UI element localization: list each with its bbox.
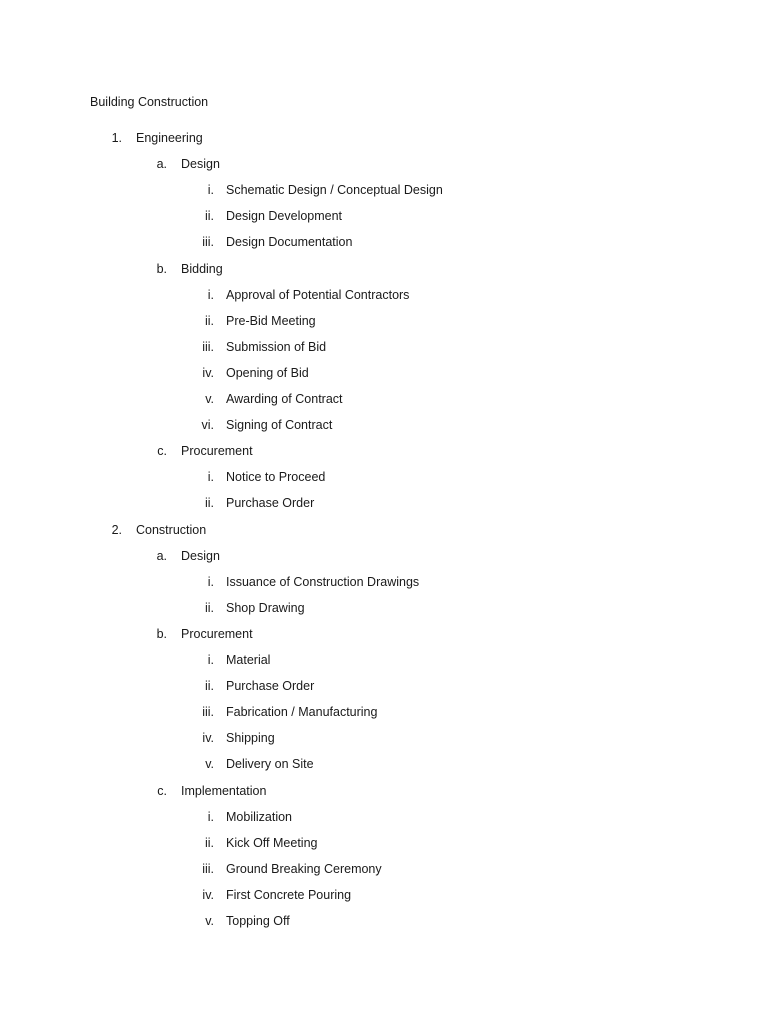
section-marker: 1. (111, 131, 122, 145)
section-label: Construction (136, 522, 207, 537)
item-marker: i. (207, 183, 214, 198)
item-marker: ii. (204, 209, 214, 224)
item-label: Submission of Bid (226, 339, 327, 354)
subsection-marker: c. (157, 444, 167, 459)
item-label: Design Documentation (226, 235, 353, 250)
item-label: Issuance of Construction Drawings (226, 574, 420, 589)
item-label: Pre-Bid Meeting (226, 313, 316, 328)
item-label: First Concrete Pouring (226, 887, 352, 902)
item-marker: iii. (202, 235, 214, 250)
document-title (90, 94, 208, 110)
item-marker: iii. (202, 705, 214, 720)
subsection-marker: b. (156, 626, 167, 641)
item-marker: ii. (204, 313, 214, 328)
item-label: Fabrication / Manufacturing (226, 705, 378, 720)
item-marker: iii. (202, 861, 214, 876)
item-marker: v. (205, 392, 214, 406)
item-marker: iv. (202, 731, 214, 746)
item-label: Material (226, 653, 271, 667)
item-marker: i. (207, 470, 214, 485)
item-marker: ii. (204, 679, 214, 694)
item-marker: v. (205, 757, 214, 772)
item-marker: iv. (202, 887, 214, 902)
item-label: Schematic Design / Conceptual Design (226, 183, 443, 198)
item-label: Approval of Potential Contractors (226, 287, 410, 302)
item-label: Notice to Proceed (226, 470, 326, 485)
item-marker: ii. (204, 600, 214, 615)
item-label: Shipping (226, 731, 275, 746)
item-label: Ground Breaking Ceremony (226, 861, 382, 876)
item-marker: i. (207, 574, 214, 589)
subsection-label: Procurement (181, 444, 253, 459)
item-label: Signing of Contract (226, 418, 333, 433)
item-label: Awarding of Contract (226, 392, 343, 406)
item-label: Kick Off Meeting (226, 835, 318, 850)
document-title-text: Building Construction (90, 95, 209, 109)
item-label: Purchase Order (226, 679, 315, 694)
item-label: Purchase Order (226, 496, 315, 511)
item-label: Opening of Bid (226, 365, 309, 380)
subsection-label: Implementation (181, 783, 267, 798)
section-marker: 2. (111, 522, 122, 537)
subsection-label: Bidding (181, 261, 223, 276)
section-label: Engineering (136, 131, 203, 145)
subsection-marker: b. (156, 261, 167, 276)
item-marker: iv. (202, 365, 214, 380)
subsection-marker: a. (156, 157, 167, 172)
item-label: Delivery on Site (226, 757, 314, 772)
subsection-label: Procurement (181, 626, 253, 641)
item-label: Topping Off (226, 914, 290, 928)
item-marker: i. (207, 809, 214, 824)
item-marker: ii. (204, 496, 214, 511)
item-label: Mobilization (226, 809, 293, 824)
subsection-label: Design (181, 157, 220, 172)
subsection-marker: c. (157, 783, 167, 798)
item-marker: iii. (202, 339, 214, 354)
item-marker: vi. (201, 418, 214, 433)
item-marker: v. (205, 914, 214, 928)
item-label: Design Development (226, 209, 343, 224)
item-label: Shop Drawing (226, 600, 305, 615)
subsection-marker: a. (156, 548, 167, 563)
subsection-label: Design (181, 548, 220, 563)
item-marker: i. (207, 653, 214, 667)
item-marker: ii. (204, 835, 214, 850)
item-marker: i. (207, 287, 214, 302)
